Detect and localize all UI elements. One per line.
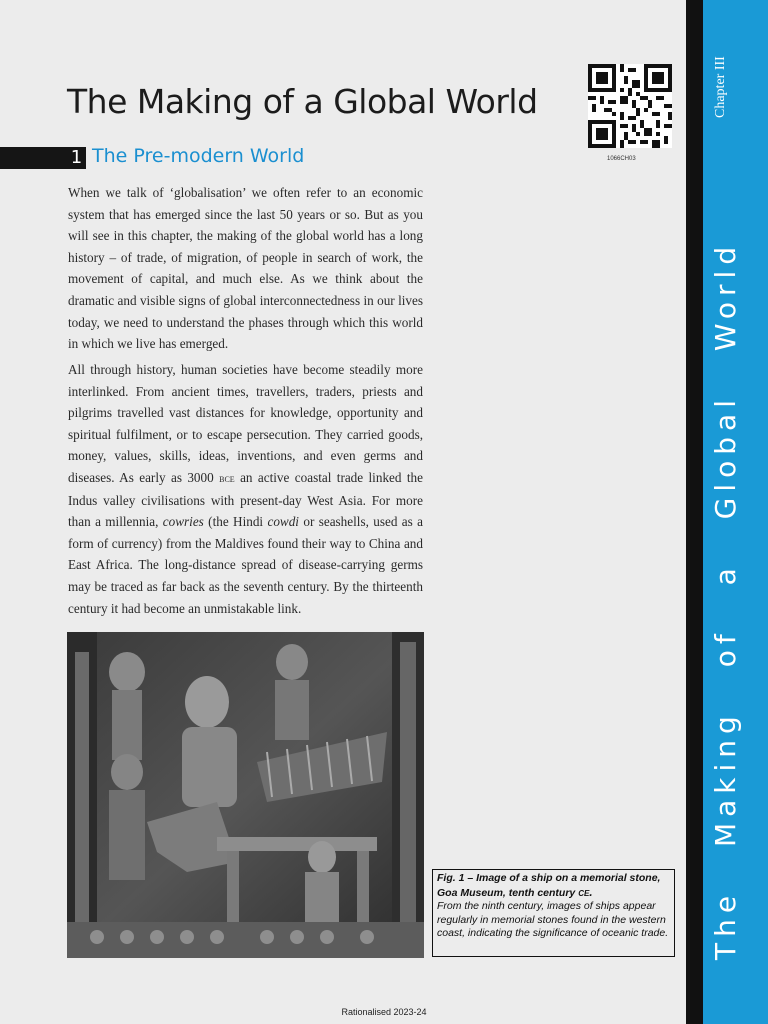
sidebar-vertical-title — [705, 240, 765, 960]
qr-code-icon[interactable] — [588, 64, 672, 148]
qr-code-label: 1066CH03 — [607, 156, 636, 162]
paragraph-1: When we talk of ‘globalisation’ we often refer to an economic system that has emerged since the last 50 years or so. But as you will see in this chapter, the making of the global world has a long history – of trade, of migration, of people in search of work, the movement of capital, and much else. As we think about the dramatic and visible signs of global interconnectedness in our lives today, we need to understand the phases through which this world in which we live has emerged. — [68, 185, 423, 352]
term-cowries: cowries — [162, 514, 204, 530]
paragraph-2-part-a: All through history, human societies have become steadily more interlinked. From ancient times, travellers, traders, priests and pilgrims travelled vast distances for knowledge, opportunity and spiritual fulfilment, or to escape persecution. They carried goods, money, values, skills, ideas, inventions, and even germs and diseases. As early as 3000 — [68, 362, 423, 485]
footer-rationalised: Rationalised 2023-24 — [341, 1007, 427, 1017]
era-bce: bce — [219, 470, 235, 485]
paragraph-2-part-d: or seashells, used as a form of currency) from the Maldives found their way to China and East Africa. The long-distance spread of disease-carrying germs may be traced as far back as the seventh century. By the thirteenth century it had become an unmistakable link. — [68, 514, 424, 616]
term-cowdi: cowdi — [267, 514, 299, 530]
chapter-label-text: Chapter III — [713, 56, 728, 118]
chapter-label — [705, 0, 745, 130]
page-title: The Making of a Global World — [67, 82, 538, 121]
caption-era-ce: ce. — [578, 884, 593, 899]
caption-title: Fig. 1 – Image of a ship on a memorial stone, Goa Museum, tenth century — [437, 872, 661, 899]
caption-body: From the ninth century, images of ships appear regularly in memorial stones found in the western coast, indicating the significance of oceanic trade. — [437, 900, 669, 940]
paragraph-2 — [68, 359, 423, 619]
paragraph-2-part-c: (the Hindi — [203, 514, 268, 530]
memorial-stone-photo — [67, 632, 424, 958]
section-title: The Pre-modern World — [92, 145, 305, 167]
paragraph-2-part-b: an active coastal trade linked the Indus valley civilisations with present-day West Asia. For more than a millennia, — [68, 469, 423, 530]
section-number: 1 — [70, 147, 83, 168]
figure-caption — [432, 869, 675, 957]
sidebar-black-strip — [686, 0, 703, 1024]
sidebar-vertical-title-text: The Making of a Global World — [709, 240, 742, 960]
